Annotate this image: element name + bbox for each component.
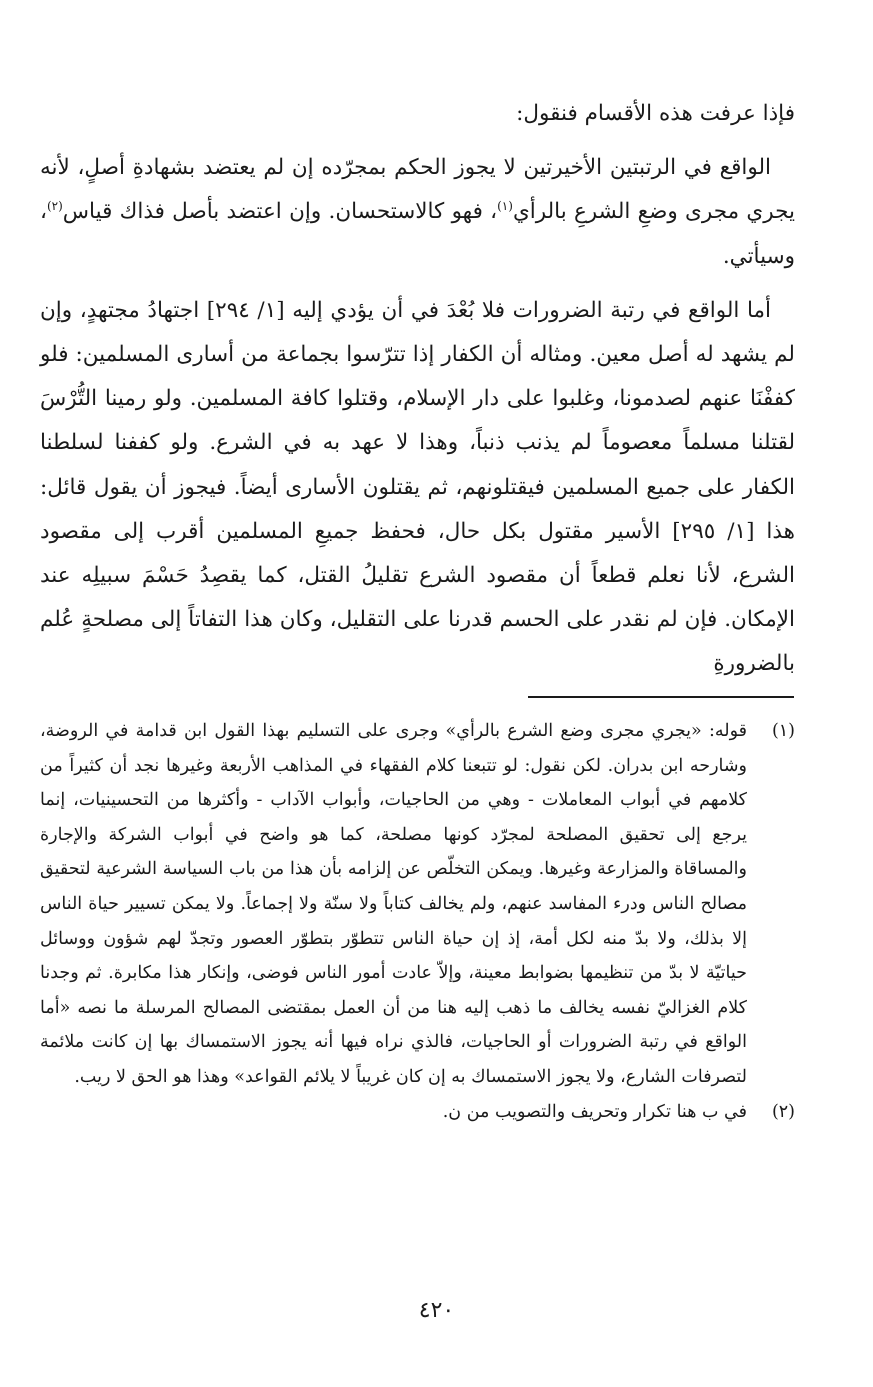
footnote-1 <box>40 714 795 1095</box>
footnote-1-number: (١) <box>771 721 795 741</box>
paragraph-1-text-b: ، فهو كالاستحسان. وإن اعتضد بأصل فذاك قياس <box>62 199 498 225</box>
main-text <box>40 92 795 697</box>
paragraph-1-text-c: ، وسيأتي. <box>40 199 795 269</box>
footnote-2-number: (٢) <box>771 1101 795 1122</box>
footnotes <box>40 714 795 1129</box>
paragraph-2: أما الواقع في رتبة الضرورات فلا بُعْدَ في أن يؤدي إليه [١/ ٢٩٤] اجتهادُ مجتهدٍ، وإن لم يشهد له أصل معين. ومثاله أن الكفار إذا تترّسوا بجماعة من أسارى المسلمين: فلو كففْنَا عنهم لصدمونا، وغلبوا على دار الإسلام، وقتلوا كافة المسلمين. ولو رمينا التُّرْسَ لقتلنا مسلماً معصوماً لم يذنب ذنباً، وهذا لا عهد به في الشرع. ولو كففنا لسلطنا الكفار على جميع المسلمين فيقتلونهم، ثم يقتلون الأسارى أيضاً. فيجوز أن يقول قائل: هذا [١/ ٢٩٥] الأسير مقتول بكل حال، فحفظ جميعِ المسلمين أقرب إلى مقصود الشرع، لأنا نعلم قطعاً أن مقصود الشرع تقليلُ القتل، كما يقصِدُ حَسْمَ سبيلِه عند الإمكان. فإن لم نقدر على الحسم قدرنا على التقليل، وكان هذا التفاتاً إلى مصلحةٍ عُلم بالضرورةِ <box>40 297 796 677</box>
footnote-ref-1[interactable]: (١) <box>497 199 513 214</box>
intro-line: فإذا عرفت هذه الأقسام فنقول: <box>516 101 795 126</box>
footnote-ref-2[interactable]: (٢) <box>46 199 63 214</box>
footnote-2-text: في ب هنا تكرار وتحريف والتصويب من ن. <box>442 1101 747 1122</box>
footnote-1-text: قوله: «يجري مجرى وضع الشرع بالرأي» وجرى على التسليم بهذا القول ابن قدامة في الروضة، وشارحه ابن بدران. لكن نقول: لو تتبعنا كلام الفقهاء في المذاهب الأربعة وغيرها نجد أن كثيراً من كلامهم في أبواب المعاملات - وهي من الحاجيات، وأبواب الآداب - وأكثرها من التحسينيات، إنما يرجع إلى تحقيق المصلحة لمجرّد كونها مصلحة، كما هو واضح في أبواب الشركة والإجارة والمساقاة والمزارعة وغيرها. ويمكن التخلّص عن إلزامه بأن هذا من باب السياسة الشرعية لتحقيق مصالح الناس ودرء المفاسد عنهم، ولم يخالف كتاباً ولا سنّة ولا إجماعاً. ولا يمكن تسيير حياة الناس إلا بذلك، ولا بدّ منه لكل أمة، إذ إن حياة الناس تتطوّر بتطوّر العصور وتجدّ لهم شؤون ووسائل حياتيّة لا بدّ من تنظيمها بضوابط معينة، وإلاّ عادت أمور الناس فوضى، وإنكار هذا مكابرة. ثم وجدنا كلام الغزاليّ نفسه يخالف ما ذهب إليه هنا من أن العمل بمقتضى المصالح المرسلة ما نصه «أما الواقع في رتبة الضرورات أو الحاجيات، فالذي نراه فيها أنه يجوز الاستمساك بها إن كانت ملائمة لتصرفات الشارع، ولا يجوز الاستمساك به إن كان غريباً لا يلائم القواعد» وهذا هو الحق لا ريب. <box>40 721 747 1087</box>
footnote-separator <box>528 696 794 698</box>
paragraph-1-text-a: الواقع في الرتبتين الأخيرتين لا يجوز الحكم بمجرّده إن لم يعتضد بشهادةِ أصلٍ، لأنه يجري مجرى وضعِ الشرعِ بالرأي <box>40 155 795 225</box>
footnote-2 <box>40 1095 795 1130</box>
paragraph-1 <box>40 146 795 279</box>
page-number: ٤٢٠ <box>418 1298 455 1323</box>
